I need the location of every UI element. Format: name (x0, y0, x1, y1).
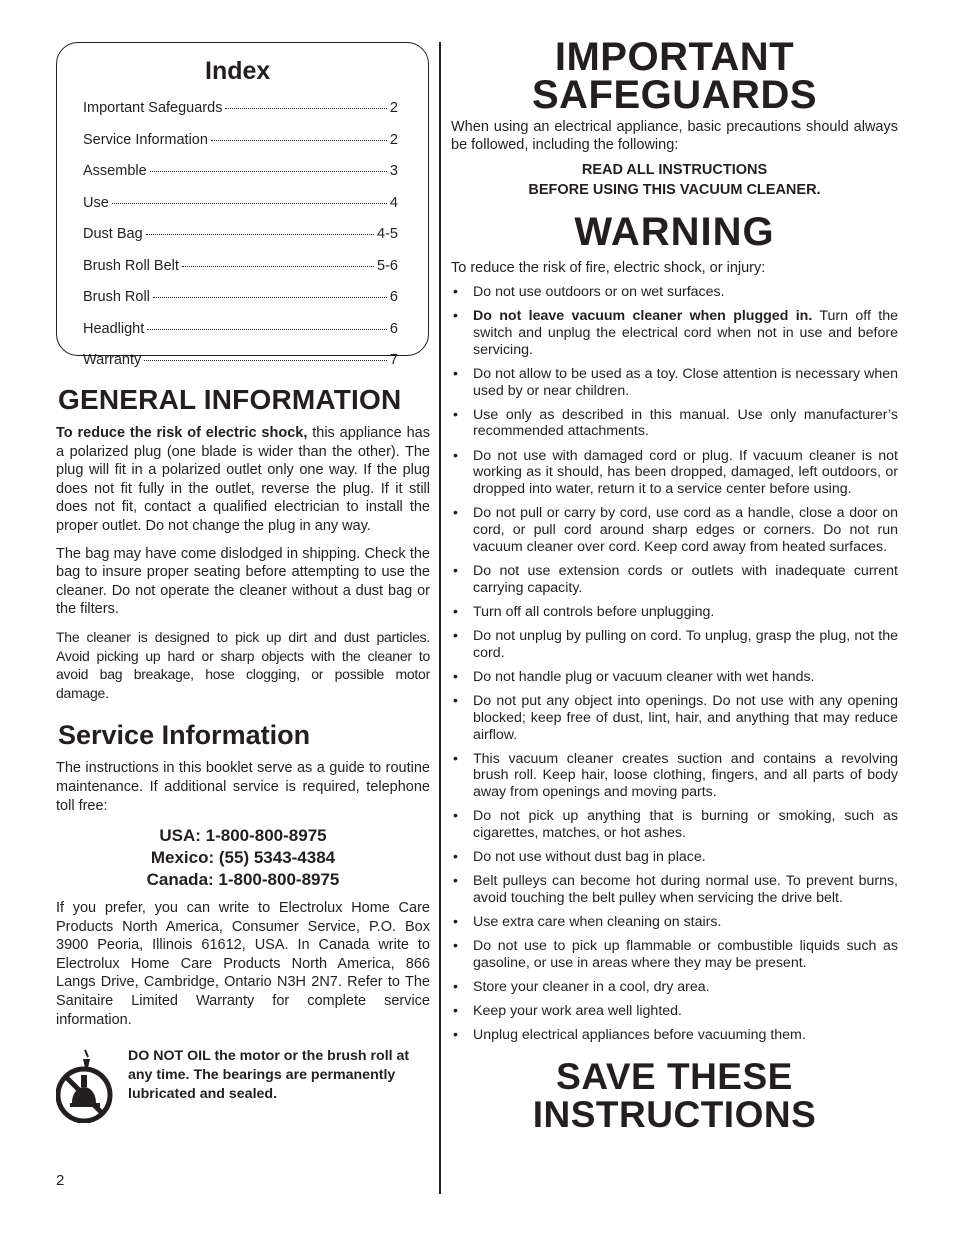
index-entry (83, 352, 398, 384)
oil-warning (56, 1047, 430, 1123)
safeguard-item (451, 808, 898, 842)
safeguard-item-text: Belt pulleys can become hot during normal use. To prevent burns, avoid touching the belt pulley when servicing the drive belt. (473, 873, 898, 907)
column-divider (439, 42, 441, 1194)
service-paragraph-1: The instructions in this booklet serve as a guide to routine maintenance. If additional service is required, telephone toll free: (56, 760, 430, 814)
index-entry (83, 132, 398, 164)
index-entry-label: Brush Roll (83, 289, 150, 305)
index-entry-page: 2 (389, 100, 398, 116)
index-leader-dots (146, 234, 374, 235)
index-entry (83, 258, 398, 290)
left-column (56, 42, 430, 1123)
bullet-icon: • (453, 692, 458, 709)
bullet-icon: • (453, 938, 458, 955)
safeguard-item-text: This vacuum cleaner creates suction and contains a revolving brush roll. Keep hair, loose clothing, fingers, and all parts of body away from openings and moving parts. (473, 750, 898, 801)
bullet-icon: • (453, 849, 458, 866)
safeguard-item-text: Do not allow to be used as a toy. Close attention is necessary when used by or near children. (473, 365, 898, 399)
index-entry-page: 3 (389, 163, 398, 179)
safeguard-item (451, 308, 898, 358)
safeguard-item (451, 751, 898, 801)
index-entry (83, 163, 398, 195)
oil-note: DO NOT OIL the motor or the brush roll at any time. The bearings are permanently lubricated and sealed. (128, 1048, 410, 1103)
index-leader-dots (211, 140, 387, 141)
index-entry-label: Service Information (83, 131, 208, 148)
index-entry (83, 289, 398, 321)
bullet-icon: • (453, 627, 458, 644)
index-entry-page: 4-5 (377, 226, 398, 242)
page-number: 2 (56, 1172, 65, 1189)
general-paragraph-2: The bag may have come dislodged in shipping. Check the bag to insure proper seating before attempting to use the cleaner. Do not operate the cleaner without a dust bag or the filters. (56, 545, 430, 618)
safeguard-item-text: Unplug electrical appliances before vacuuming them. (473, 1027, 806, 1044)
bullet-icon: • (453, 603, 458, 620)
service-information-heading: Service Information (58, 720, 311, 751)
safeguard-item (451, 407, 898, 441)
bullet-icon: • (453, 505, 458, 522)
index-entry-label: Important Safeguards (83, 100, 223, 116)
index-list (83, 100, 398, 384)
index-entry-label: Headlight (83, 320, 145, 337)
bullet-icon: • (453, 668, 458, 685)
safeguard-item-text: Use only as described in this manual. Use only manufacturer’s recommended attachments. (473, 406, 898, 440)
safeguard-item (451, 284, 898, 301)
index-box (56, 42, 429, 368)
safeguard-item-text: Do not unplug by pulling on cord. To unplug, grasp the plug, not the cord. (473, 627, 898, 661)
safeguard-item-text: Do not pick up anything that is burning or smoking, such as cigarettes, matches, or hot ashes. (473, 808, 898, 842)
safeguard-item-text: Turn off the switch and unplug the electrical cord when not in use and before servicing. (473, 308, 898, 358)
index-entry-label: Brush Roll Belt (83, 257, 179, 274)
index-leader-dots (225, 108, 386, 109)
safeguard-item (451, 628, 898, 662)
index-leader-dots (147, 329, 387, 330)
index-leader-dots (153, 297, 387, 298)
phone-canada: Canada: 1-800-800-8975 (146, 870, 340, 890)
safeguards-intro: When using an electrical appliance, basic precautions should always be followed, including the following: (451, 119, 898, 153)
safeguard-item-text: Use extra care when cleaning on stairs. (473, 914, 722, 931)
safeguard-item-text: Do not use outdoors or on wet surfaces. (473, 284, 725, 300)
safeguard-item-text: Do not pull or carry by cord, use cord as a handle, close a door on cord, or pull cord around sharp edges or corners. Do not run vacuum cleaner over cord. Keep cord away from heated surfaces. (473, 505, 898, 555)
safeguard-item (451, 669, 898, 686)
index-entry-page: 6 (389, 320, 398, 337)
index-entry-page: 4 (389, 194, 398, 211)
safeguard-item (451, 1003, 898, 1020)
bullet-icon: • (453, 914, 458, 931)
right-column (451, 35, 898, 1136)
bullet-icon: • (453, 365, 458, 382)
read-instructions: READ ALL INSTRUCTIONS BEFORE USING THIS VACUUM CLEANER. (528, 162, 821, 198)
safeguard-item (451, 604, 898, 621)
safeguard-item (451, 914, 898, 931)
bullet-icon: • (453, 808, 458, 825)
index-entry-label: Use (83, 194, 109, 211)
safeguard-item (451, 366, 898, 400)
safeguard-item-text: Do not use without dust bag in place. (473, 849, 706, 866)
warning-intro: To reduce the risk of fire, electric shock, or injury: (451, 260, 766, 276)
safeguard-item (451, 873, 898, 907)
safeguard-item-text: Turn off all controls before unplugging. (473, 603, 715, 620)
index-entry-label: Assemble (83, 163, 147, 179)
safeguard-item (451, 505, 898, 555)
index-leader-dots (182, 266, 374, 267)
bullet-icon: • (453, 1027, 458, 1044)
index-entry (83, 321, 398, 353)
general-paragraph-3: The cleaner is designed to pick up dirt and dust particles. Avoid picking up hard or sharp objects with the cleaner to avoid bag breakage, hose clogging, or possible motor damage. (56, 628, 430, 701)
phone-numbers (56, 825, 430, 891)
no-oil-icon (56, 1047, 116, 1123)
safeguard-item (451, 563, 898, 597)
index-entry-label: Warranty (83, 352, 142, 368)
service-paragraph-2: If you prefer, you can write to Electrolux Home Care Products North America, Consumer Service, P.O. Box 3900 Peoria, Illinois 61612, USA. In Canada write to Electrolux Home Care Products North America, 866 Langs Drive, Cambridge, Ontario N3H 2N7. Refer to The Sanitaire Limited Warranty for complete service information. (56, 900, 430, 1028)
safeguard-item-text: Keep your work area well lighted. (473, 1003, 682, 1020)
safeguard-item-text: Store your cleaner in a cool, dry area. (473, 979, 710, 996)
bullet-icon: • (453, 979, 458, 996)
safeguard-item-text: Do not use to pick up flammable or combustible liquids such as gasoline, or use in areas where they may be present. (473, 938, 898, 972)
safeguard-item (451, 849, 898, 866)
bullet-icon: • (453, 562, 458, 579)
general-information-heading: GENERAL INFORMATION (58, 384, 402, 415)
index-entry-page: 2 (389, 131, 398, 148)
index-leader-dots (112, 203, 387, 204)
save-instructions-heading: SAVE THESE INSTRUCTIONS (532, 1056, 817, 1136)
warning-heading: WARNING (574, 210, 775, 254)
bullet-icon: • (453, 308, 458, 325)
bullet-icon: • (453, 873, 458, 890)
safeguard-item-text: Do not use with damaged cord or plug. If vacuum cleaner is not working as it should, has been dropped, damaged, left outdoors, or dropped into water, return it to a service center before using. (473, 447, 898, 498)
index-entry-label: Dust Bag (83, 226, 143, 242)
safeguard-item (451, 938, 898, 972)
bullet-icon: • (453, 1003, 458, 1020)
index-entry (83, 195, 398, 227)
safeguards-title: IMPORTANT SAFEGUARDS (531, 35, 818, 117)
safeguard-item-text: Do not use extension cords or outlets with inadequate current carrying capacity. (473, 562, 898, 596)
safeguard-item (451, 1027, 898, 1044)
index-entry-page: 7 (389, 352, 398, 368)
phone-mexico: Mexico: (55) 5343-4384 (150, 848, 336, 868)
index-title: Index (205, 57, 271, 85)
safeguard-list (451, 284, 898, 1044)
index-entry (83, 226, 398, 258)
bullet-icon: • (453, 447, 458, 464)
phone-usa: USA: 1-800-800-8975 (159, 826, 327, 846)
bullet-icon: • (453, 406, 458, 423)
bullet-icon: • (453, 284, 458, 300)
safeguard-item-text: Do not put any object into openings. Do not use with any opening blocked; keep free of dust, lint, hair, and anything that may reduce airflow. (473, 692, 898, 743)
safeguard-item (451, 448, 898, 498)
safeguard-item (451, 693, 898, 743)
index-entry-page: 6 (389, 289, 398, 305)
index-leader-dots (144, 360, 387, 361)
index-leader-dots (150, 171, 387, 172)
general-paragraph-1: To reduce the risk of electric shock, this appliance has a polarized plug (one blade is wider than the other). The plug will fit in a polarized outlet only one way. If the plug does not fit fully in the outlet, reverse the plug. If it still does not fit, contact a qualified electrician to install the proper outlet. Do not change the plug in any way. (56, 425, 430, 534)
index-entry-page: 5-6 (377, 257, 398, 274)
safeguard-item-bold: Do not leave vacuum cleaner when plugged in. (473, 308, 813, 325)
bullet-icon: • (453, 750, 458, 767)
safeguard-item (451, 979, 898, 996)
index-entry (83, 100, 398, 132)
safeguard-item-text: Do not handle plug or vacuum cleaner with wet hands. (473, 668, 815, 685)
